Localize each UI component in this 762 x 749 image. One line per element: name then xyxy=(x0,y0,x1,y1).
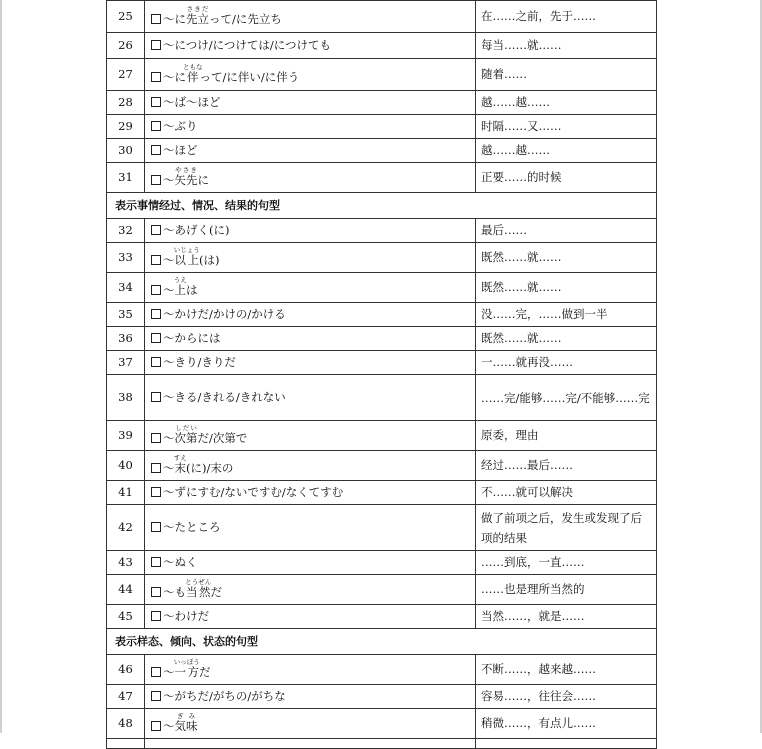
row-number: 45 xyxy=(107,605,145,629)
pattern-text: ～ xyxy=(163,665,175,680)
pattern-text: ～きり/きりだ xyxy=(163,355,236,370)
pattern-cell xyxy=(145,139,476,163)
checkbox-square-icon xyxy=(151,175,161,185)
ruby-word xyxy=(185,578,212,600)
grammar-pattern-table xyxy=(106,0,657,749)
pattern-cell xyxy=(145,655,476,685)
checkbox-square-icon xyxy=(151,691,161,701)
pattern-text: ～わけだ xyxy=(163,609,209,624)
row-number: 25 xyxy=(107,1,145,33)
pattern-cell xyxy=(145,575,476,605)
pattern-cell xyxy=(145,115,476,139)
table-row xyxy=(107,273,657,303)
table-row xyxy=(107,575,657,605)
meaning-cell: 既然……就…… xyxy=(476,273,657,303)
table-row xyxy=(107,481,657,505)
row-number: 34 xyxy=(107,273,145,303)
meaning-cell: ……完/能够……完/不能够……完 xyxy=(476,375,657,421)
checkbox-square-icon xyxy=(151,225,161,235)
table-row xyxy=(107,33,657,59)
meaning-cell: 时隔……又…… xyxy=(476,115,657,139)
meaning-cell: 做了前项之后，发生或发现了后项的结果 xyxy=(476,505,657,551)
row-number: 46 xyxy=(107,655,145,685)
pattern-cell xyxy=(145,451,476,481)
row-number: 36 xyxy=(107,327,145,351)
table-row xyxy=(107,709,657,739)
furigana: すえ xyxy=(173,454,187,463)
table-row xyxy=(107,605,657,629)
table-row xyxy=(107,375,657,421)
pattern-text: ～ぬく xyxy=(163,555,198,570)
pattern-text: ～からには xyxy=(163,331,221,346)
ruby-base: 末 xyxy=(173,461,187,476)
checkbox-square-icon xyxy=(151,463,161,473)
row-number: 32 xyxy=(107,219,145,243)
table-row xyxy=(107,91,657,115)
meaning-cell xyxy=(476,739,657,749)
page-edge-left xyxy=(0,0,2,733)
row-number: 41 xyxy=(107,481,145,505)
furigana: うえ xyxy=(173,276,187,285)
row-number: 28 xyxy=(107,91,145,115)
pattern-text: ～ xyxy=(163,431,175,446)
pattern-text: ～に xyxy=(163,12,186,27)
ruby-base: 一方 xyxy=(173,665,200,680)
ruby-base: 当然 xyxy=(185,585,212,600)
meaning-cell: 稍微……，有点儿…… xyxy=(476,709,657,739)
meaning-cell: 既然……就…… xyxy=(476,327,657,351)
pattern-text: に xyxy=(197,173,209,188)
checkbox-square-icon xyxy=(151,309,161,319)
ruby-word xyxy=(174,166,198,188)
section-header-row xyxy=(107,193,657,219)
section-title: 表示事情经过、情况、结果的句型 xyxy=(107,193,657,219)
meaning-cell: ……到底，一直…… xyxy=(476,551,657,575)
checkbox-square-icon xyxy=(151,487,161,497)
pattern-cell xyxy=(145,219,476,243)
pattern-cell xyxy=(145,163,476,193)
furigana: やさき xyxy=(174,166,198,175)
furigana: しだい xyxy=(174,424,198,433)
ruby-base: 矢先 xyxy=(174,173,198,188)
checkbox-square-icon xyxy=(151,145,161,155)
row-number: 42 xyxy=(107,505,145,551)
meaning-cell: 在……之前，先于…… xyxy=(476,1,657,33)
furigana: ぎみ xyxy=(174,712,198,721)
row-number: 37 xyxy=(107,351,145,375)
meaning-cell: 最后…… xyxy=(476,219,657,243)
pattern-text: ～ xyxy=(163,461,175,476)
meaning-cell: 原委，理由 xyxy=(476,421,657,451)
table-row xyxy=(107,303,657,327)
pattern-cell xyxy=(145,59,476,91)
pattern-cell xyxy=(145,685,476,709)
meaning-cell: 一……就再没…… xyxy=(476,351,657,375)
table-row xyxy=(107,327,657,351)
pattern-text: だ/次第で xyxy=(197,431,248,446)
pattern-text: ～ば～ほど xyxy=(163,95,221,110)
furigana: とうぜん xyxy=(185,578,212,587)
ruby-base: 先立 xyxy=(186,12,209,27)
pattern-text: ～ xyxy=(163,719,175,734)
pattern-cell xyxy=(145,327,476,351)
section-title: 表示样态、倾向、状态的句型 xyxy=(107,629,657,655)
pattern-text: ～ xyxy=(163,253,175,268)
table-row xyxy=(107,1,657,33)
checkbox-square-icon xyxy=(151,285,161,295)
meaning-cell: 随着…… xyxy=(476,59,657,91)
pattern-cell xyxy=(145,481,476,505)
row-number: 39 xyxy=(107,421,145,451)
pattern-cell xyxy=(145,421,476,451)
row-number xyxy=(107,739,145,749)
pattern-text: ～ずにすむ/ないですむ/なくてすむ xyxy=(163,485,344,500)
table-row xyxy=(107,219,657,243)
checkbox-square-icon xyxy=(151,333,161,343)
checkbox-square-icon xyxy=(151,557,161,567)
meaning-cell: 既然……就…… xyxy=(476,243,657,273)
checkbox-square-icon xyxy=(151,14,161,24)
table-row xyxy=(107,655,657,685)
pattern-text: (に)/末の xyxy=(186,461,234,476)
meaning-cell: 当然……，就是…… xyxy=(476,605,657,629)
pattern-text: ～ xyxy=(163,283,175,298)
checkbox-square-icon xyxy=(151,611,161,621)
pattern-cell xyxy=(145,505,476,551)
table-row xyxy=(107,59,657,91)
pattern-cell xyxy=(145,91,476,115)
checkbox-square-icon xyxy=(151,121,161,131)
pattern-cell xyxy=(145,273,476,303)
checkbox-square-icon xyxy=(151,392,161,402)
ruby-word xyxy=(186,5,209,27)
ruby-base: 以上 xyxy=(173,253,200,268)
pattern-text: ～ xyxy=(163,173,175,188)
pattern-cell xyxy=(145,709,476,739)
checkbox-square-icon xyxy=(151,357,161,367)
row-number: 47 xyxy=(107,685,145,709)
ruby-word xyxy=(174,712,198,734)
pattern-text: だ xyxy=(210,585,222,600)
pattern-cell xyxy=(145,303,476,327)
pattern-text: だ xyxy=(199,665,211,680)
row-number: 29 xyxy=(107,115,145,139)
ruby-word xyxy=(173,454,187,476)
table-row xyxy=(107,139,657,163)
checkbox-square-icon xyxy=(151,255,161,265)
ruby-word xyxy=(174,424,198,446)
pattern-cell xyxy=(145,375,476,421)
meaning-cell: 越……越…… xyxy=(476,91,657,115)
furigana: いじょう xyxy=(173,246,200,255)
table-row xyxy=(107,115,657,139)
pattern-cell xyxy=(145,739,476,749)
table-row xyxy=(107,421,657,451)
meaning-cell: 不……就可以解决 xyxy=(476,481,657,505)
row-number: 27 xyxy=(107,59,145,91)
table-row xyxy=(107,739,657,749)
table-row xyxy=(107,243,657,273)
section-header-row xyxy=(107,629,657,655)
pattern-text: って/に伴い/に伴う xyxy=(199,70,300,85)
pattern-text: ～に xyxy=(163,70,186,85)
pattern-cell xyxy=(145,551,476,575)
pattern-text: ～ほど xyxy=(163,143,198,158)
row-number: 30 xyxy=(107,139,145,163)
pattern-text: ～きる/きれる/きれない xyxy=(163,390,286,405)
pattern-text: ～かけだ/かけの/かける xyxy=(163,307,286,322)
row-number: 26 xyxy=(107,33,145,59)
checkbox-square-icon xyxy=(151,97,161,107)
ruby-base: 伴 xyxy=(183,70,203,85)
table-row xyxy=(107,163,657,193)
row-number: 33 xyxy=(107,243,145,273)
pattern-text: って/に先立ち xyxy=(209,12,282,27)
table-row xyxy=(107,351,657,375)
ruby-base: 気味 xyxy=(174,719,198,734)
row-number: 43 xyxy=(107,551,145,575)
row-number: 40 xyxy=(107,451,145,481)
table-row xyxy=(107,451,657,481)
pattern-cell xyxy=(145,33,476,59)
meaning-cell: 没……完，……做到一半 xyxy=(476,303,657,327)
row-number: 48 xyxy=(107,709,145,739)
pattern-text: ～たところ xyxy=(163,520,221,535)
pattern-text: ～につけ/につけては/につけても xyxy=(163,38,332,53)
ruby-word xyxy=(173,658,200,680)
meaning-cell: 越……越…… xyxy=(476,139,657,163)
checkbox-square-icon xyxy=(151,522,161,532)
pattern-text: (は) xyxy=(199,253,220,268)
row-number: 44 xyxy=(107,575,145,605)
pattern-cell xyxy=(145,351,476,375)
row-number: 31 xyxy=(107,163,145,193)
checkbox-square-icon xyxy=(151,40,161,50)
furigana: さきだ xyxy=(186,5,209,14)
ruby-base: 次第 xyxy=(174,431,198,446)
furigana: いっぽう xyxy=(173,658,200,667)
row-number: 38 xyxy=(107,375,145,421)
ruby-word xyxy=(183,63,203,85)
pattern-cell xyxy=(145,1,476,33)
meaning-cell: 容易……，往往会…… xyxy=(476,685,657,709)
checkbox-square-icon xyxy=(151,433,161,443)
meaning-cell: 不断……，越来越…… xyxy=(476,655,657,685)
pattern-text: ～がちだ/がちの/がちな xyxy=(163,689,286,704)
pattern-text: は xyxy=(186,283,198,298)
pattern-cell xyxy=(145,243,476,273)
ruby-word xyxy=(173,246,200,268)
furigana: ともな xyxy=(183,63,203,72)
pattern-cell xyxy=(145,605,476,629)
table-row xyxy=(107,505,657,551)
meaning-cell: 经过……最后…… xyxy=(476,451,657,481)
meaning-cell: 每当……就…… xyxy=(476,33,657,59)
pattern-text: ～も xyxy=(163,585,186,600)
meaning-cell: ……也是理所当然的 xyxy=(476,575,657,605)
ruby-base: 上 xyxy=(173,283,187,298)
table-row xyxy=(107,551,657,575)
pattern-text: ～ぶり xyxy=(163,119,198,134)
checkbox-square-icon xyxy=(151,587,161,597)
checkbox-square-icon xyxy=(151,72,161,82)
pattern-text: ～あげく(に) xyxy=(163,223,230,238)
meaning-cell: 正要……的时候 xyxy=(476,163,657,193)
table-row xyxy=(107,685,657,709)
checkbox-square-icon xyxy=(151,721,161,731)
ruby-word xyxy=(173,276,187,298)
row-number: 35 xyxy=(107,303,145,327)
checkbox-square-icon xyxy=(151,667,161,677)
